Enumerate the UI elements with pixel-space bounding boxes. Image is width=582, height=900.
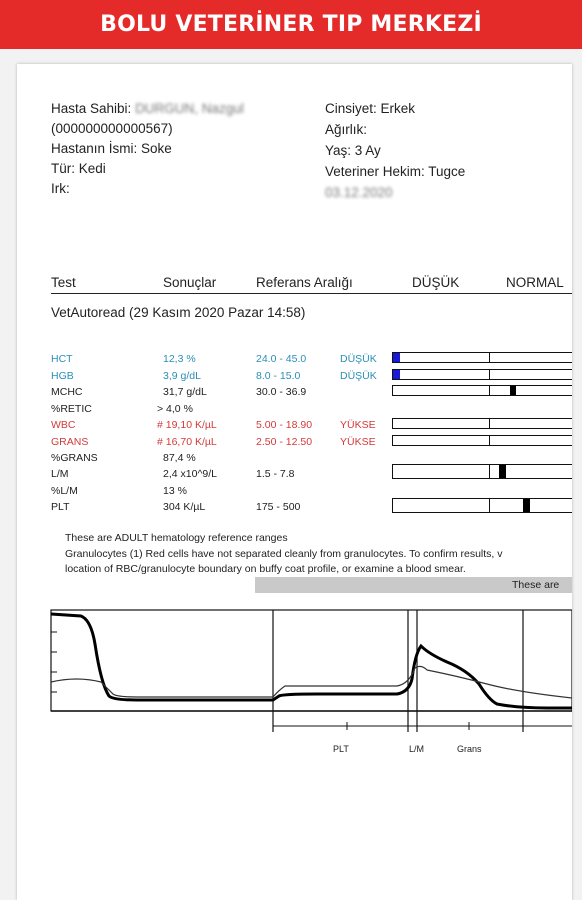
gauge-divider: [489, 435, 490, 446]
profile-label-lm: L/M: [409, 744, 425, 754]
row-test-retic: %RETIC: [51, 403, 92, 415]
row-flag-grans: YÜKSE: [340, 436, 376, 448]
gauge-marker: [523, 499, 530, 512]
row-test-wbc: WBC: [51, 419, 76, 431]
gauge-divider: [489, 418, 490, 429]
gauge-mchc: [392, 385, 572, 396]
row-range-plt: 175 - 500: [256, 501, 301, 513]
row-range-wbc: 5.00 - 18.90: [256, 419, 313, 431]
profile-label-plt: PLT: [333, 744, 349, 754]
row-result-plm: 13 %: [163, 485, 187, 497]
patient-name: Hastanın İsmi: Soke: [51, 141, 172, 156]
gauge-hct: [392, 352, 572, 363]
graph-frame: [51, 610, 572, 711]
row-range-mchc: 30.0 - 36.9: [256, 386, 307, 398]
patient-age: Yaş: 3 Ay: [325, 143, 381, 158]
row-test-hct: HCT: [51, 353, 73, 365]
owner-label: Hasta Sahibi:: [51, 101, 132, 116]
owner-line: [51, 101, 244, 116]
profile-label-grans: Grans: [457, 744, 482, 754]
row-test-lm: L/M: [51, 468, 69, 480]
row-result-mchc: 31,7 g/dL: [163, 386, 207, 398]
row-test-plt: PLT: [51, 501, 70, 513]
row-test-hgb: HGB: [51, 370, 74, 382]
col-test: Test: [51, 275, 76, 290]
gauge-divider: [489, 352, 490, 363]
app-header: [0, 0, 582, 49]
gauge-plt: [392, 498, 572, 513]
col-low: DÜŞÜK: [412, 275, 460, 290]
row-range-hct: 24.0 - 45.0: [256, 353, 307, 365]
row-test-plm: %L/M: [51, 485, 78, 497]
gauge-marker: [510, 386, 516, 395]
grey-note-box: [255, 577, 572, 593]
note-adult-ranges: These are ADULT hematology reference ranges: [65, 532, 288, 544]
row-range-lm: 1.5 - 7.8: [256, 468, 295, 480]
row-test-pgrans: %GRANS: [51, 452, 98, 464]
grey-note-text: These are: [512, 579, 560, 591]
app-title: BOLU VETERİNER TIP MERKEZİ: [100, 12, 482, 37]
gauge-lm: [392, 464, 572, 479]
row-result-wbc: # 19,10 K/µL: [157, 419, 217, 431]
row-result-pgrans: 87,4 %: [163, 452, 196, 464]
buffy-coat-profile-graph: [17, 604, 572, 764]
gauge-divider: [489, 385, 490, 396]
header-rule: [51, 293, 572, 294]
row-test-mchc: MCHC: [51, 386, 83, 398]
row-flag-wbc: YÜKSE: [340, 419, 376, 431]
gauge-low-fill: [393, 370, 400, 379]
gauge-low-fill: [393, 353, 400, 362]
gauge-hgb: [392, 369, 572, 380]
row-range-grans: 2.50 - 12.50: [256, 436, 313, 448]
col-reference: Referans Aralığı: [256, 275, 353, 290]
gauge-divider: [489, 464, 490, 479]
note-granulocytes: Granulocytes (1) Red cells have not separated cleanly from granulocytes. To confirm results, v: [65, 548, 503, 560]
row-result-retic: > 4,0 %: [157, 403, 193, 415]
row-result-hgb: 3,9 g/dL: [163, 370, 201, 382]
row-flag-hgb: DÜŞÜK: [340, 370, 377, 382]
graph-ruler: [273, 720, 572, 730]
graph-boundaries: [273, 610, 523, 732]
col-results: Sonuçlar: [163, 275, 217, 290]
report-date-blurred: 03.12.2020: [325, 185, 393, 200]
row-test-grans: GRANS: [51, 436, 89, 448]
row-flag-hct: DÜŞÜK: [340, 353, 377, 365]
row-range-hgb: 8.0 - 15.0: [256, 370, 301, 382]
report-card[interactable]: [17, 64, 572, 900]
instrument-line: VetAutoread (29 Kasım 2020 Pazar 14:58): [51, 305, 306, 320]
vet-line: Veteriner Hekim: Tugce: [325, 164, 466, 179]
gauge-marker: [499, 465, 506, 478]
patient-breed: Irk:: [51, 181, 70, 196]
owner-id: (000000000000567): [51, 121, 173, 136]
gauge-wbc: [392, 418, 572, 429]
gauge-divider: [489, 498, 490, 513]
patient-species: Tür: Kedi: [51, 161, 106, 176]
profile-line-primary: [51, 614, 572, 708]
patient-weight: Ağırlık:: [325, 122, 368, 137]
row-result-grans: # 16,70 K/µL: [157, 436, 217, 448]
graph-y-ticks: [51, 632, 57, 692]
gauge-grans: [392, 435, 572, 446]
gauge-divider: [489, 369, 490, 380]
row-result-plt: 304 K/µL: [163, 501, 206, 513]
patient-sex: Cinsiyet: Erkek: [325, 101, 416, 116]
row-result-hct: 12,3 %: [163, 353, 196, 365]
col-normal: NORMAL: [506, 275, 564, 290]
note-buffy-coat: location of RBC/granulocyte boundary on buffy coat profile, or examine a blood smear.: [65, 563, 466, 575]
owner-value: DURGUN, Nazgul: [135, 101, 244, 116]
row-result-lm: 2,4 x10^9/L: [163, 468, 217, 480]
